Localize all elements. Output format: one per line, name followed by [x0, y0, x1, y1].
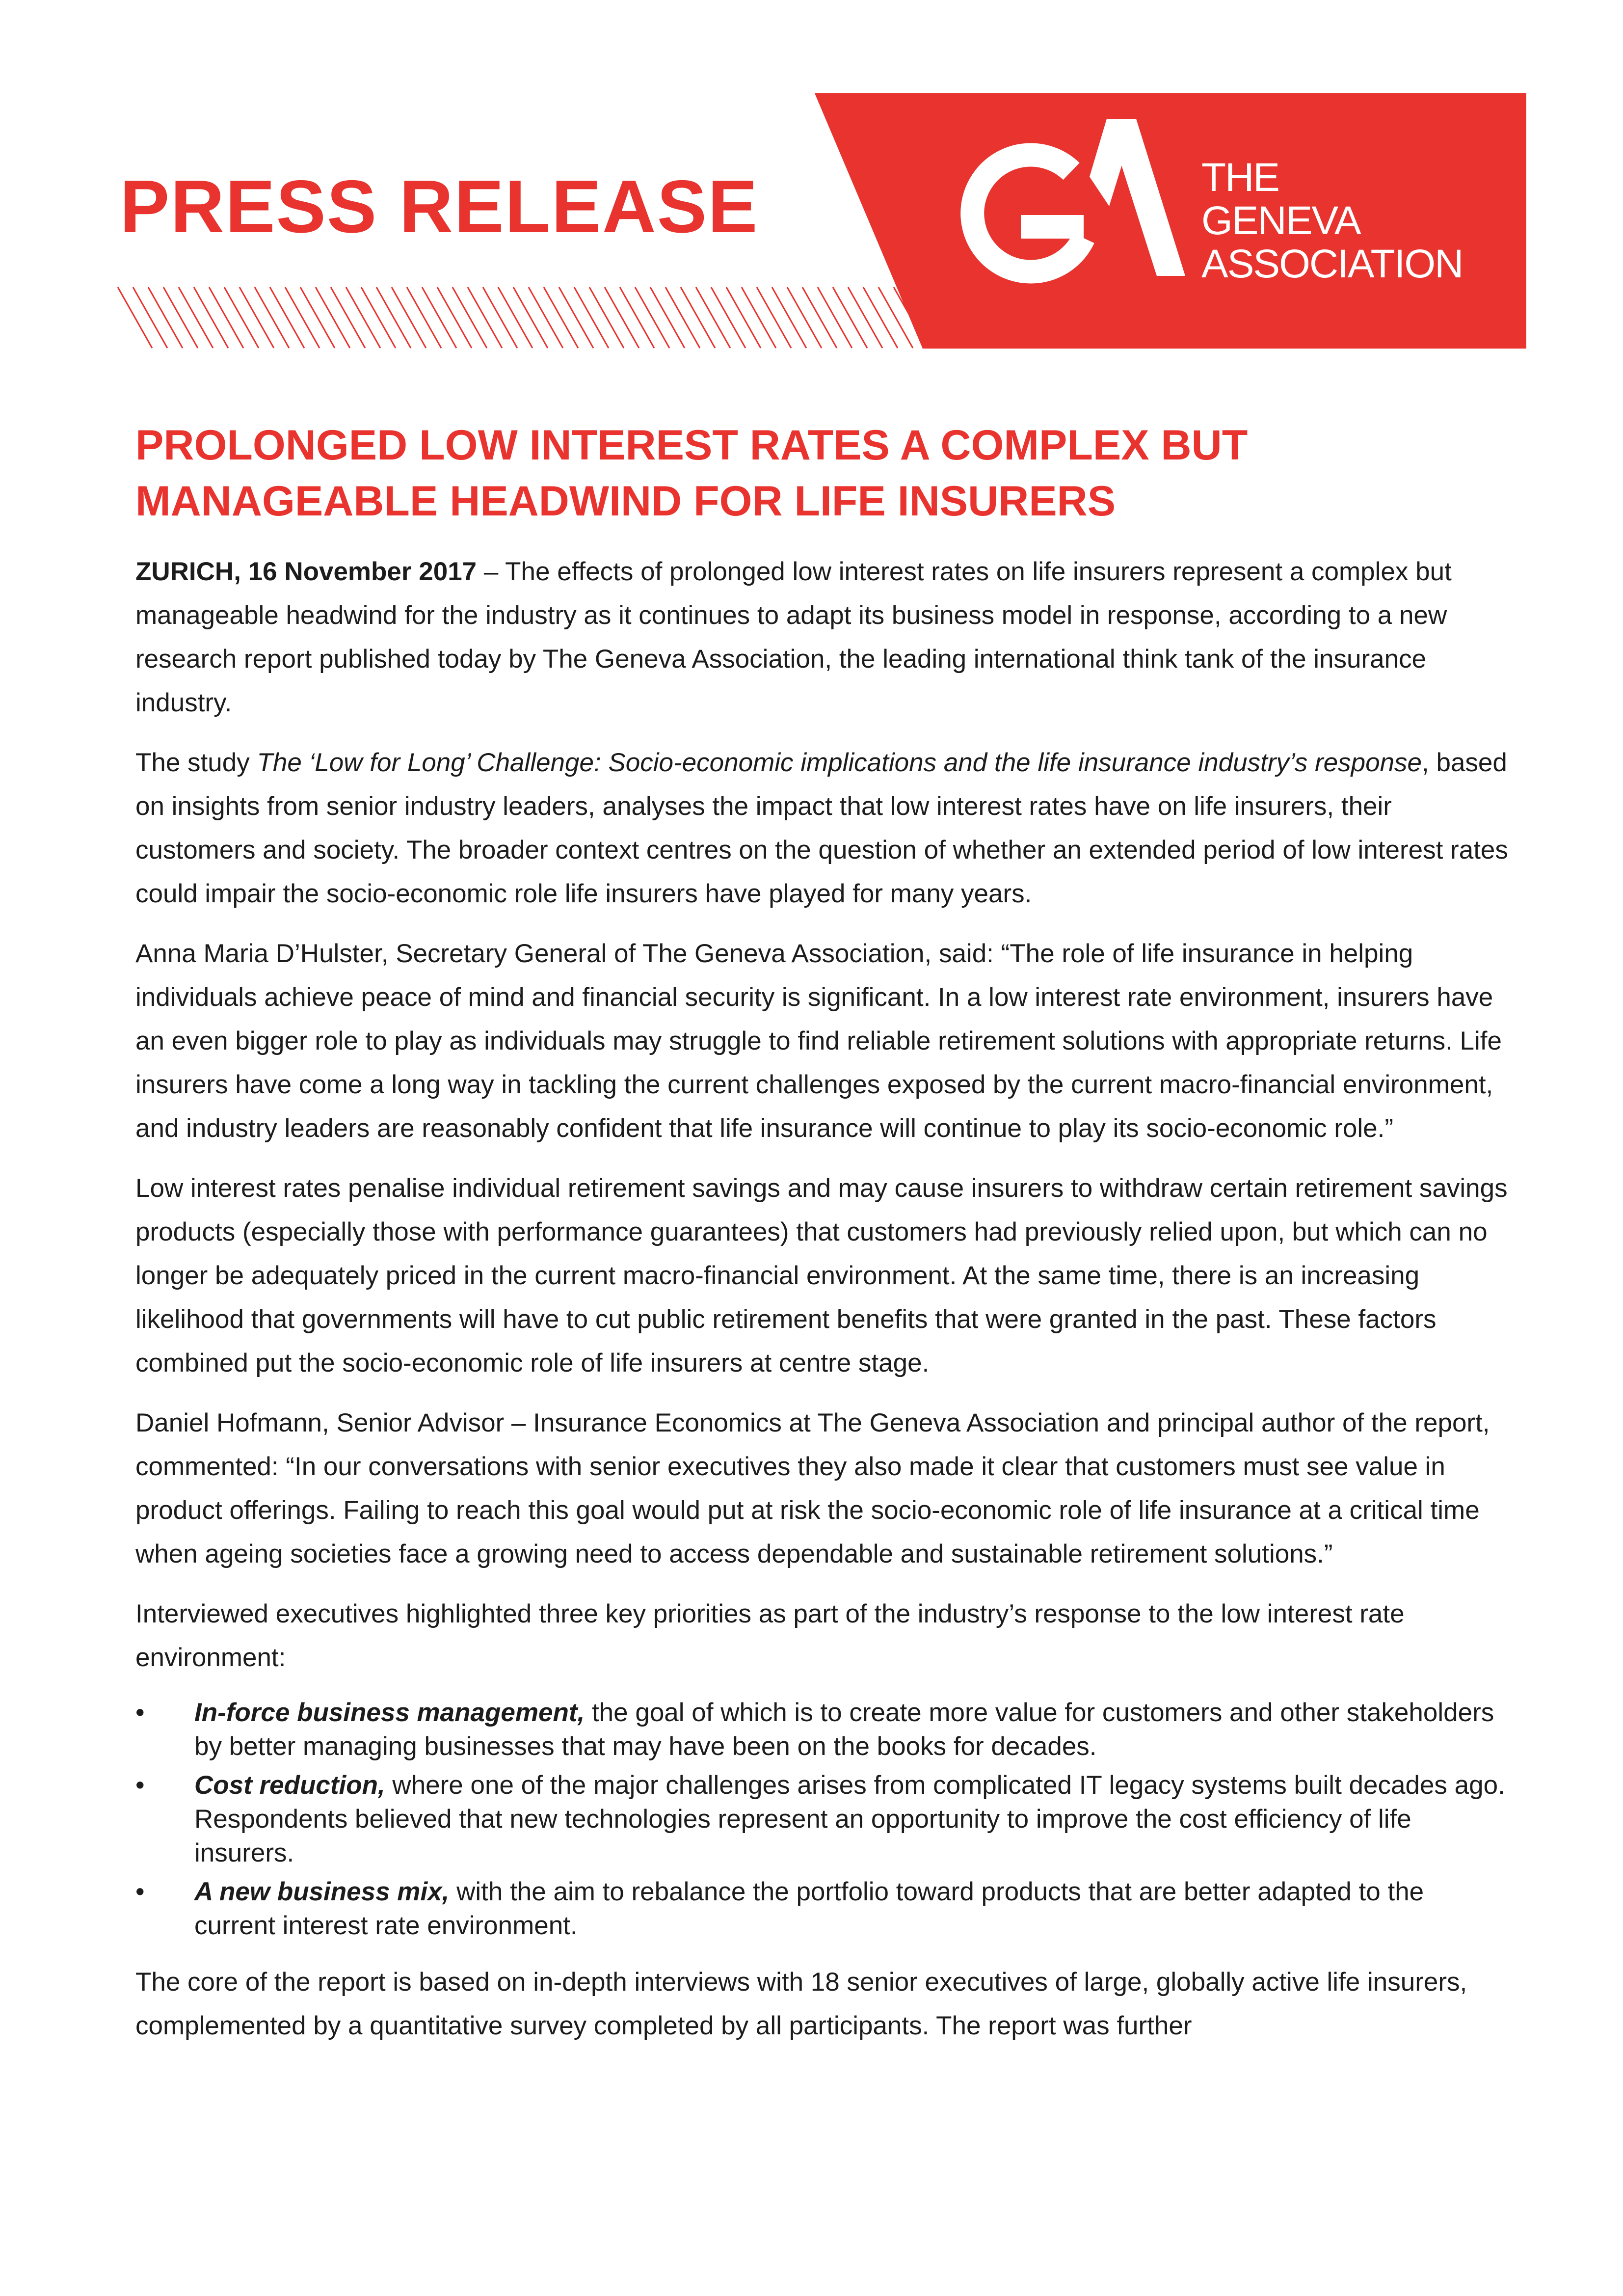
hatch-line	[422, 287, 456, 348]
hatch-line	[605, 287, 639, 348]
report-title: The ‘Low for Long’ Challenge: Socio-economic implications and the life insurance industry’s response	[257, 748, 1422, 777]
article-headline	[135, 417, 1490, 529]
hatch-line	[118, 287, 152, 348]
hatch-line	[224, 287, 259, 348]
hatch-line	[346, 287, 380, 348]
hatch-line	[437, 287, 472, 348]
hatch-line	[529, 287, 563, 348]
hatch-line	[483, 287, 517, 348]
paragraph-quote-dhulster: Anna Maria D’Hulster, Secretary General of The Geneva Association, said: “The role of life insurance in helping individuals achieve peace of mind and financial security is significant. In a low interest rate environment, insurers have an even bigger role to play as individuals may struggle to find reliable retirement solutions with appropriate returns. Life insurers have come a long way in tackling the current challenges exposed by the current macro-financial environment, and industry leaders are reasonably confident that life insurance will continue to play its socio-economic role.”	[135, 939, 1502, 1143]
hatch-line	[696, 287, 730, 348]
hatch-line	[209, 287, 243, 348]
hatch-line	[635, 287, 669, 348]
hatch-line	[574, 287, 609, 348]
hatch-line	[665, 287, 700, 348]
paragraph-intro-text: – The effects of prolonged low interest rates on life insurers represent a complex but manageable headwind for the industry as it continues to adapt its business model in response, according to a new research report published today by The Geneva Association, the leading international think tank of the insurance industry.	[135, 557, 1452, 717]
org-name-line-2: GENEVA	[1201, 198, 1360, 243]
bullet-icon: •	[135, 1877, 145, 1906]
paragraph-study-rest: , based on insights from senior industry leaders, analyses the impact that low interest rates have on life insurers, their customers and society. The broader context centres on the question of whether an extended period of low interest rates could impair the socio-economic role life insurers have played for many years.	[135, 748, 1508, 908]
hatch-line	[392, 287, 426, 348]
hatch-line	[513, 287, 548, 348]
article-body	[135, 550, 1510, 2064]
hatch-line	[270, 287, 304, 348]
hatch-line	[300, 287, 335, 348]
list-item	[135, 1768, 1510, 1870]
hatch-line	[772, 287, 806, 348]
paragraph-methodology: The core of the report is based on in-depth interviews with 18 senior executives of large, globally active life insurers, complemented by a quantitative survey completed by all participants. The report was further	[135, 1968, 1467, 2040]
bullet-icon: •	[135, 1698, 145, 1727]
hatch-line	[133, 287, 167, 348]
paragraph-quote-hofmann: Daniel Hofmann, Senior Advisor – Insurance Economics at The Geneva Association and principal author of the report, commented: “In our conversations with senior executives they also made it clear that customers must see value in product offerings. Failing to reach this goal would put at risk the socio-economic role of life insurance at a critical time when ageing societies face a growing need to access dependable and sustainable retirement solutions.”	[135, 1408, 1490, 1568]
hatch-line	[285, 287, 319, 348]
paragraph-priorities-intro: Interviewed executives highlighted three key priorities as part of the industry’s response to the low interest rate environment:	[135, 1599, 1405, 1672]
press-release-label: PRESS RELEASE	[120, 165, 759, 248]
hatch-line	[361, 287, 396, 348]
hatch-line	[498, 287, 532, 348]
paragraph-study	[135, 741, 1510, 916]
hatch-line	[559, 287, 593, 348]
hatch-line	[726, 287, 761, 348]
org-name-line-1: THE	[1201, 155, 1279, 200]
list-item-lead: Cost reduction,	[194, 1771, 385, 1800]
headline-line-2: MANAGEABLE HEADWIND FOR LIFE INSURERS	[135, 478, 1116, 525]
hatch-line	[468, 287, 502, 348]
list-item	[135, 1696, 1510, 1763]
org-name	[1201, 156, 1463, 286]
hatch-line	[650, 287, 685, 348]
hatch-line	[452, 287, 487, 348]
paragraph-retirement: Low interest rates penalise individual retirement savings and may cause insurers to withdraw certain retirement savings products (especially those with performance guarantees) that customers had previously relied upon, but which can no longer be adequately priced in the current macro-financial environment. At the same time, there is an increasing likelihood that governments will have to cut public retirement benefits that were granted in the past. These factors combined put the socio-economic role of life insurers at centre stage.	[135, 1174, 1508, 1378]
org-name-line-3: ASSOCIATION	[1201, 242, 1463, 286]
hatch-line	[179, 287, 213, 348]
hatch-line	[331, 287, 365, 348]
hatch-line	[376, 287, 411, 348]
paragraph-intro	[135, 550, 1510, 725]
list-item-lead: In-force business management,	[194, 1698, 585, 1727]
hatch-line	[407, 287, 441, 348]
list-item	[135, 1875, 1510, 1943]
decorative-hatch-lines	[116, 286, 921, 350]
dateline: ZURICH, 16 November 2017	[135, 557, 477, 586]
paragraph-study-intro: The study	[135, 748, 257, 777]
list-item-text: the goal of which is to create more value for customers and other stakeholders by better managing businesses that may have been on the books for decades.	[194, 1698, 1494, 1761]
headline-line-1: PROLONGED LOW INTEREST RATES A COMPLEX BUT	[135, 422, 1248, 469]
hatch-line	[711, 287, 745, 348]
hatch-line	[148, 287, 183, 348]
hatch-line	[316, 287, 350, 348]
priorities-list	[135, 1696, 1510, 1943]
hatch-line	[544, 287, 578, 348]
hatch-line	[163, 287, 198, 348]
list-item-lead: A new business mix,	[194, 1877, 450, 1906]
list-item-text: with the aim to rebalance the portfolio toward products that are better adapted to the current interest rate environment.	[194, 1877, 1424, 1940]
hatch-line	[589, 287, 624, 348]
hatch-line	[757, 287, 791, 348]
hatch-line	[742, 287, 776, 348]
hatch-line	[239, 287, 274, 348]
hatch-line	[620, 287, 654, 348]
hatch-line	[194, 287, 228, 348]
list-item-text: where one of the major challenges arises from complicated IT legacy systems built decades ago. Respondents believed that new technologies represent an opportunity to improve the cost efficiency of life insurers.	[194, 1771, 1505, 1867]
hatch-line	[255, 287, 289, 348]
bullet-icon: •	[135, 1771, 145, 1800]
hatch-line	[681, 287, 715, 348]
